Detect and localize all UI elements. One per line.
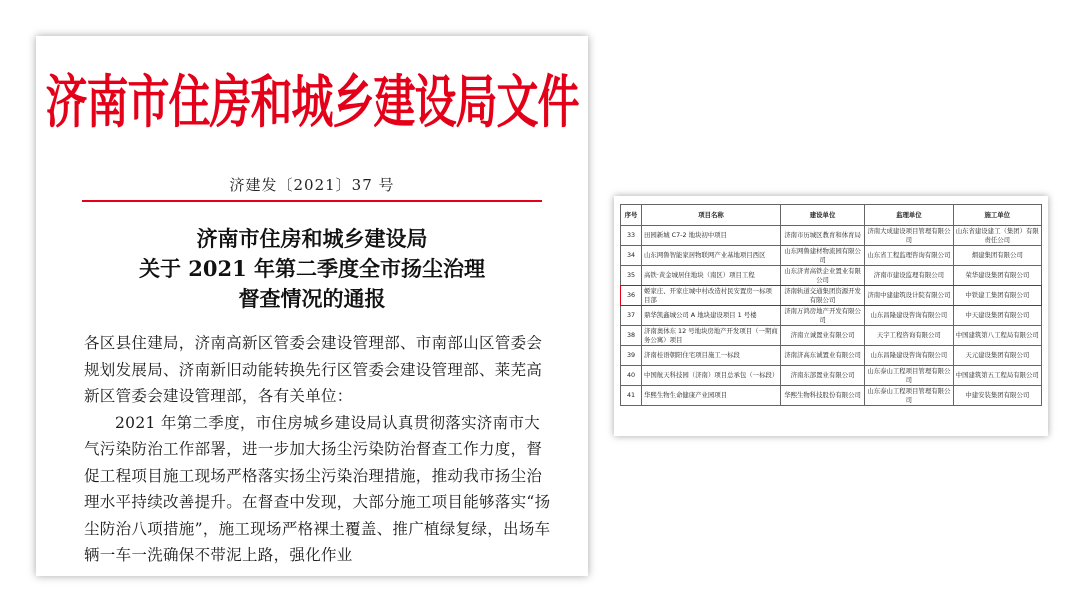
cell-project-name: 山东网鲁智能家居物联网产业基地项目西区 bbox=[642, 246, 781, 266]
cell-project-name: 高铁·黄金城居住地块（南区）项目工程 bbox=[642, 266, 781, 286]
header-builder: 建设单位 bbox=[780, 205, 864, 226]
title-line-3: 督查情况的通报 bbox=[238, 286, 386, 311]
table-row bbox=[621, 366, 1042, 386]
cell-project-name: 济南奥体东 12 号地块房地产开发项目（一期商务公寓）项目 bbox=[642, 326, 781, 346]
table-row bbox=[621, 286, 1042, 306]
table-row bbox=[621, 346, 1042, 366]
header-supervisor: 监理单位 bbox=[865, 205, 953, 226]
cell-builder: 济南市历城区教育和体育局 bbox=[780, 226, 864, 246]
cell-index: 35 bbox=[621, 266, 642, 286]
cell-contractor: 烟建集团有限公司 bbox=[953, 246, 1041, 266]
table-row bbox=[621, 226, 1042, 246]
header-contractor: 施工单位 bbox=[953, 205, 1041, 226]
cell-project-name: 济南桂语朝阳住宅项目施工一标段 bbox=[642, 346, 781, 366]
cell-index: 38 bbox=[621, 326, 642, 346]
cell-index: 33 bbox=[621, 226, 642, 246]
table-row bbox=[621, 386, 1042, 406]
cell-index: 36 bbox=[621, 286, 642, 306]
cell-index: 39 bbox=[621, 346, 642, 366]
recipients-paragraph: 各区县住建局，济南高新区管委会建设管理部、市南部山区管委会规划发展局、济南新旧动能转换先行区管委会建设管理部、莱芜高新区管委会建设管理部，各有关单位： bbox=[84, 334, 543, 405]
cell-contractor: 中建安装集团有限公司 bbox=[953, 386, 1041, 406]
cell-builder: 山东济青高铁企业置业有限公司 bbox=[780, 266, 864, 286]
document-header: 济南市住房和城乡建设局文件 bbox=[45, 68, 579, 135]
cell-project-name: 鼎华凯鑫城公司 A 地块建设项目 1 号楼 bbox=[642, 306, 781, 326]
table-row bbox=[621, 266, 1042, 286]
cell-builder: 济南万鸿房地产开发有限公司 bbox=[780, 306, 864, 326]
project-table bbox=[620, 204, 1042, 406]
document-body bbox=[84, 330, 554, 569]
header-project-name: 项目名称 bbox=[642, 205, 781, 226]
table-row bbox=[621, 246, 1042, 266]
body-paragraph: 2021 年第二季度，市住房城乡建设局认真贯彻落实济南市大气污染防治工作部署，进一步加大扬尘污染防治督查工作力度，督促工程项目施工现场严格落实扬尘污染治理措施，推动我市扬尘治理水平持续改善提升。在督查中发现，大部分施工项目能够落实“扬尘防治八项措施”，施工现场严格裸土覆盖、推广植绿复绿，出场车辆一车一洗确保不带泥上路，强化作业 bbox=[84, 413, 551, 564]
cell-index: 41 bbox=[621, 386, 642, 406]
cell-builder: 济南轨道交通集团资源开发有限公司 bbox=[780, 286, 864, 306]
table-row bbox=[621, 326, 1042, 346]
cell-index: 37 bbox=[621, 306, 642, 326]
cell-builder: 山东网鲁建材物流园有限公司 bbox=[780, 246, 864, 266]
cell-supervisor: 山东泰山工程项目管理有限公司 bbox=[865, 366, 953, 386]
cell-supervisor: 济南中建建筑设计院有限公司 bbox=[865, 286, 953, 306]
cell-index: 40 bbox=[621, 366, 642, 386]
document-page bbox=[36, 36, 588, 576]
cell-contractor: 天元建设集团有限公司 bbox=[953, 346, 1041, 366]
table-header-row bbox=[621, 205, 1042, 226]
cell-project-name: 姬家庄、开家庄城中村改造村民安置房一标项目部 bbox=[642, 286, 781, 306]
project-table-card bbox=[614, 196, 1048, 436]
title-line-2: 关于 2021 年第二季度全市扬尘治理 bbox=[138, 256, 486, 281]
cell-project-name: 华熙生物生命健康产业园项目 bbox=[642, 386, 781, 406]
cell-supervisor: 天宇工程咨询有限公司 bbox=[865, 326, 953, 346]
title-line-1: 济南市住房和城乡建设局 bbox=[196, 226, 428, 251]
cell-builder: 济南东部置业有限公司 bbox=[780, 366, 864, 386]
cell-contractor: 中国建筑第八工程局有限公司 bbox=[953, 326, 1041, 346]
cell-project-name: 中国航天科技园（济南）项目总承包（一标段） bbox=[642, 366, 781, 386]
document-number: 济建发〔2021〕37 号 bbox=[229, 176, 395, 194]
cell-builder: 济南济高东诚置业有限公司 bbox=[780, 346, 864, 366]
table-row bbox=[621, 306, 1042, 326]
cell-contractor: 中铁建工集团有限公司 bbox=[953, 286, 1041, 306]
cell-supervisor: 山东昌隆建设咨询有限公司 bbox=[865, 346, 953, 366]
document-title bbox=[36, 224, 588, 314]
cell-supervisor: 山东泰山工程项目管理有限公司 bbox=[865, 386, 953, 406]
cell-contractor: 中国建筑第五工程局有限公司 bbox=[953, 366, 1041, 386]
cell-supervisor: 山东昌隆建设咨询有限公司 bbox=[865, 306, 953, 326]
cell-contractor: 山东省建设建工（集团）有限责任公司 bbox=[953, 226, 1041, 246]
table-body bbox=[621, 226, 1042, 406]
cell-supervisor: 济南市建设监理有限公司 bbox=[865, 266, 953, 286]
red-divider bbox=[82, 200, 542, 202]
cell-builder: 华熙生物科技股份有限公司 bbox=[780, 386, 864, 406]
cell-project-name: 田园新城 C7-2 地块初中项目 bbox=[642, 226, 781, 246]
cell-contractor: 中天建设集团有限公司 bbox=[953, 306, 1041, 326]
cell-index: 34 bbox=[621, 246, 642, 266]
cell-supervisor: 济南大成建设项目管理有限公司 bbox=[865, 226, 953, 246]
header-index: 序号 bbox=[621, 205, 642, 226]
cell-builder: 济南立诚置业有限公司 bbox=[780, 326, 864, 346]
cell-supervisor: 山东省工程监理咨询有限公司 bbox=[865, 246, 953, 266]
cell-contractor: 荣华建设集团有限公司 bbox=[953, 266, 1041, 286]
